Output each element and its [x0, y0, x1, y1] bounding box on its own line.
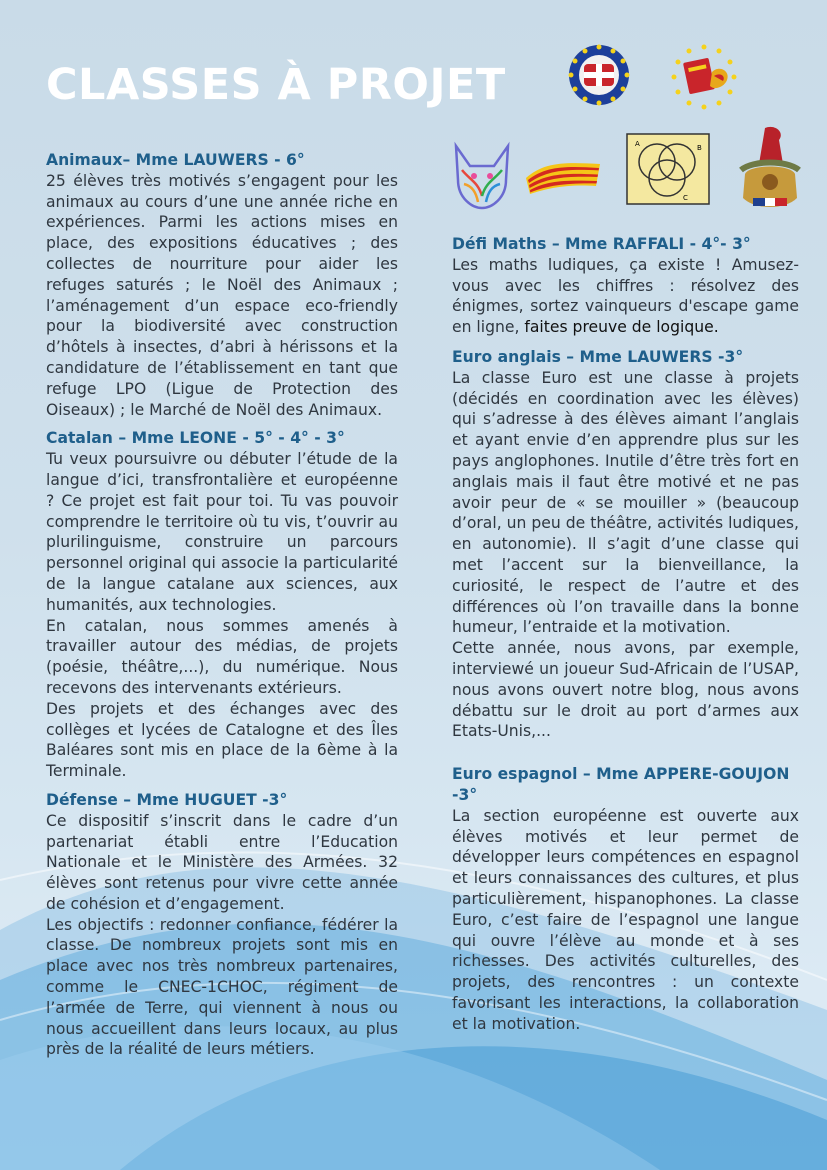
maths-text-emphasis: faites preuve de logique. [524, 318, 719, 337]
section-title: Défense – Mme HUGUET -3° [46, 790, 288, 809]
section-paragraph: Les objectifs : redonner confiance, fédérer la classe. De nombreux projets sont mis en place avec nos très nombreux partenaires, comme le CNEC-1CHOC, régiment de l’armée de Terre, qui viennent à nous ou nous accueillent dans leurs locaux, au plus près de la réalité de leurs métiers. [46, 915, 398, 1059]
left-column [46, 150, 398, 1068]
section-paragraph [452, 255, 799, 338]
section-euro-espagnol [452, 764, 799, 1034]
defense-regiment-logo [735, 124, 805, 214]
section-paragraph: La section européenne est ouverte aux élèves motivés et leur permet de développer leurs compétences en espagnol et leurs connaissances des cultures, et plus particulièrement, hispanophones. La classe Euro, c’est faire de l’espagnol une langue qui ouvre l’élève au monde et à ses richesses. Des activités culturelles, des projets, des rencontres : un contexte favorisant les interactions, la collaboration et la motivation. [452, 806, 799, 1033]
section-catalan [46, 428, 398, 782]
section-paragraph: Ce dispositif s’inscrit dans le cadre d’un partenariat établi entre l’Education Nationale et le Ministère des Armées. 32 élèves sont retenus pour vivre cette année de cohésion et d’engagement. [46, 811, 398, 913]
page-title: CLASSES À PROJET [46, 60, 506, 110]
section-paragraph: La classe Euro est une classe à projets (décidés en coordination avec les élèves) qui s’adresse à des élèves aimant l’anglais et ayant envie d’en apprendre plus sur les pays anglophones. Inutile d’être très fort en anglais mais il faut être motivé et ne pas avoir peur de « se mouiller » (beaucoup d’oral, un peu de théâtre, activités ludiques, en autonomie). Il s’agit d’une classe qui met l’accent sur la bienveillance, la curiosité, le respect de l’autre et des différences où l’on travaille dans la bonne humeur, l’entraide et la motivation. [452, 368, 799, 637]
catalan-flag-logo [524, 158, 602, 196]
section-title: Catalan – Mme LEONE - 5° - 4° - 3° [46, 429, 345, 448]
section-euro-anglais [452, 347, 799, 742]
section-paragraph: Tu veux poursuivre ou débuter l’étude de la langue d’ici, transfrontalière et européenne ? Ce projet est fait pour toi. Tu vas pouvoir comprendre le territoire où tu vis, t’ouvrir au plurilinguisme, construire un parcours personnel original qui associe la particularité de la langue catalane aux sciences, aux humanités, aux technologies. [46, 450, 398, 614]
venn-label-b: B [697, 144, 702, 152]
section-title: Euro espagnol – Mme APPERE-GOUJON -3° [452, 765, 790, 804]
section-paragraph: Cette année, nous avons, par exemple, interviewé un joueur Sud-Africain de l’USAP, nous avons ouvert notre blog, nous avons débattu sur le droit au port d’armes aux Etats-Unis,... [452, 639, 799, 741]
section-title: Euro anglais – Mme LAUWERS -3° [452, 347, 744, 366]
section-paragraph: Des projets et des échanges avec des collèges et lycées de Catalogne et des Îles Baléares sont mis en place de la 6ème à la Terminale. [46, 699, 398, 781]
section-title: Animaux– Mme LAUWERS - 6° [46, 151, 305, 169]
maths-venn-logo [625, 132, 711, 206]
euro-spanish-logo [668, 42, 740, 112]
section-defi-maths [452, 234, 799, 338]
section-paragraph: 25 élèves très motivés s’engagent pour les animaux au cours d’une une année riche en expériences. Parmi les actions mises en place, des expositions éducatives ; des collectes de nourriture pour aider les refuges saturés ; le Noël des Animaux ; l’aménagement d’un espace eco-friendly pour la biodiversité avec construction d’hôtels à insectes, d’abri à hérissons et la candidature de l’établissement en tant que refuge LPO (Ligue de Protection des Oiseaux) ; le Marché de Noël des Animaux. [46, 171, 398, 419]
section-paragraph: En catalan, nous sommes amenés à travailler autour des médias, de projets (poésie, théâtre,...), du numérique. Nous recevons des intervenants extérieurs. [46, 616, 398, 697]
section-title: Défi Maths – Mme RAFFALI - 4°- 3° [452, 235, 751, 253]
maths-text: Les maths ludiques, ça existe ! Amusez-vous avec les chiffres : résolvez des énigmes, sortez vainqueurs d'escape game en ligne, [452, 255, 799, 337]
euro-english-logo [566, 42, 632, 108]
animals-cat-logo [448, 140, 516, 212]
venn-label-a: A [635, 140, 640, 148]
section-defense [46, 790, 398, 1060]
venn-label-c: C [683, 194, 688, 202]
right-column [452, 234, 799, 1043]
section-animaux [46, 150, 398, 420]
